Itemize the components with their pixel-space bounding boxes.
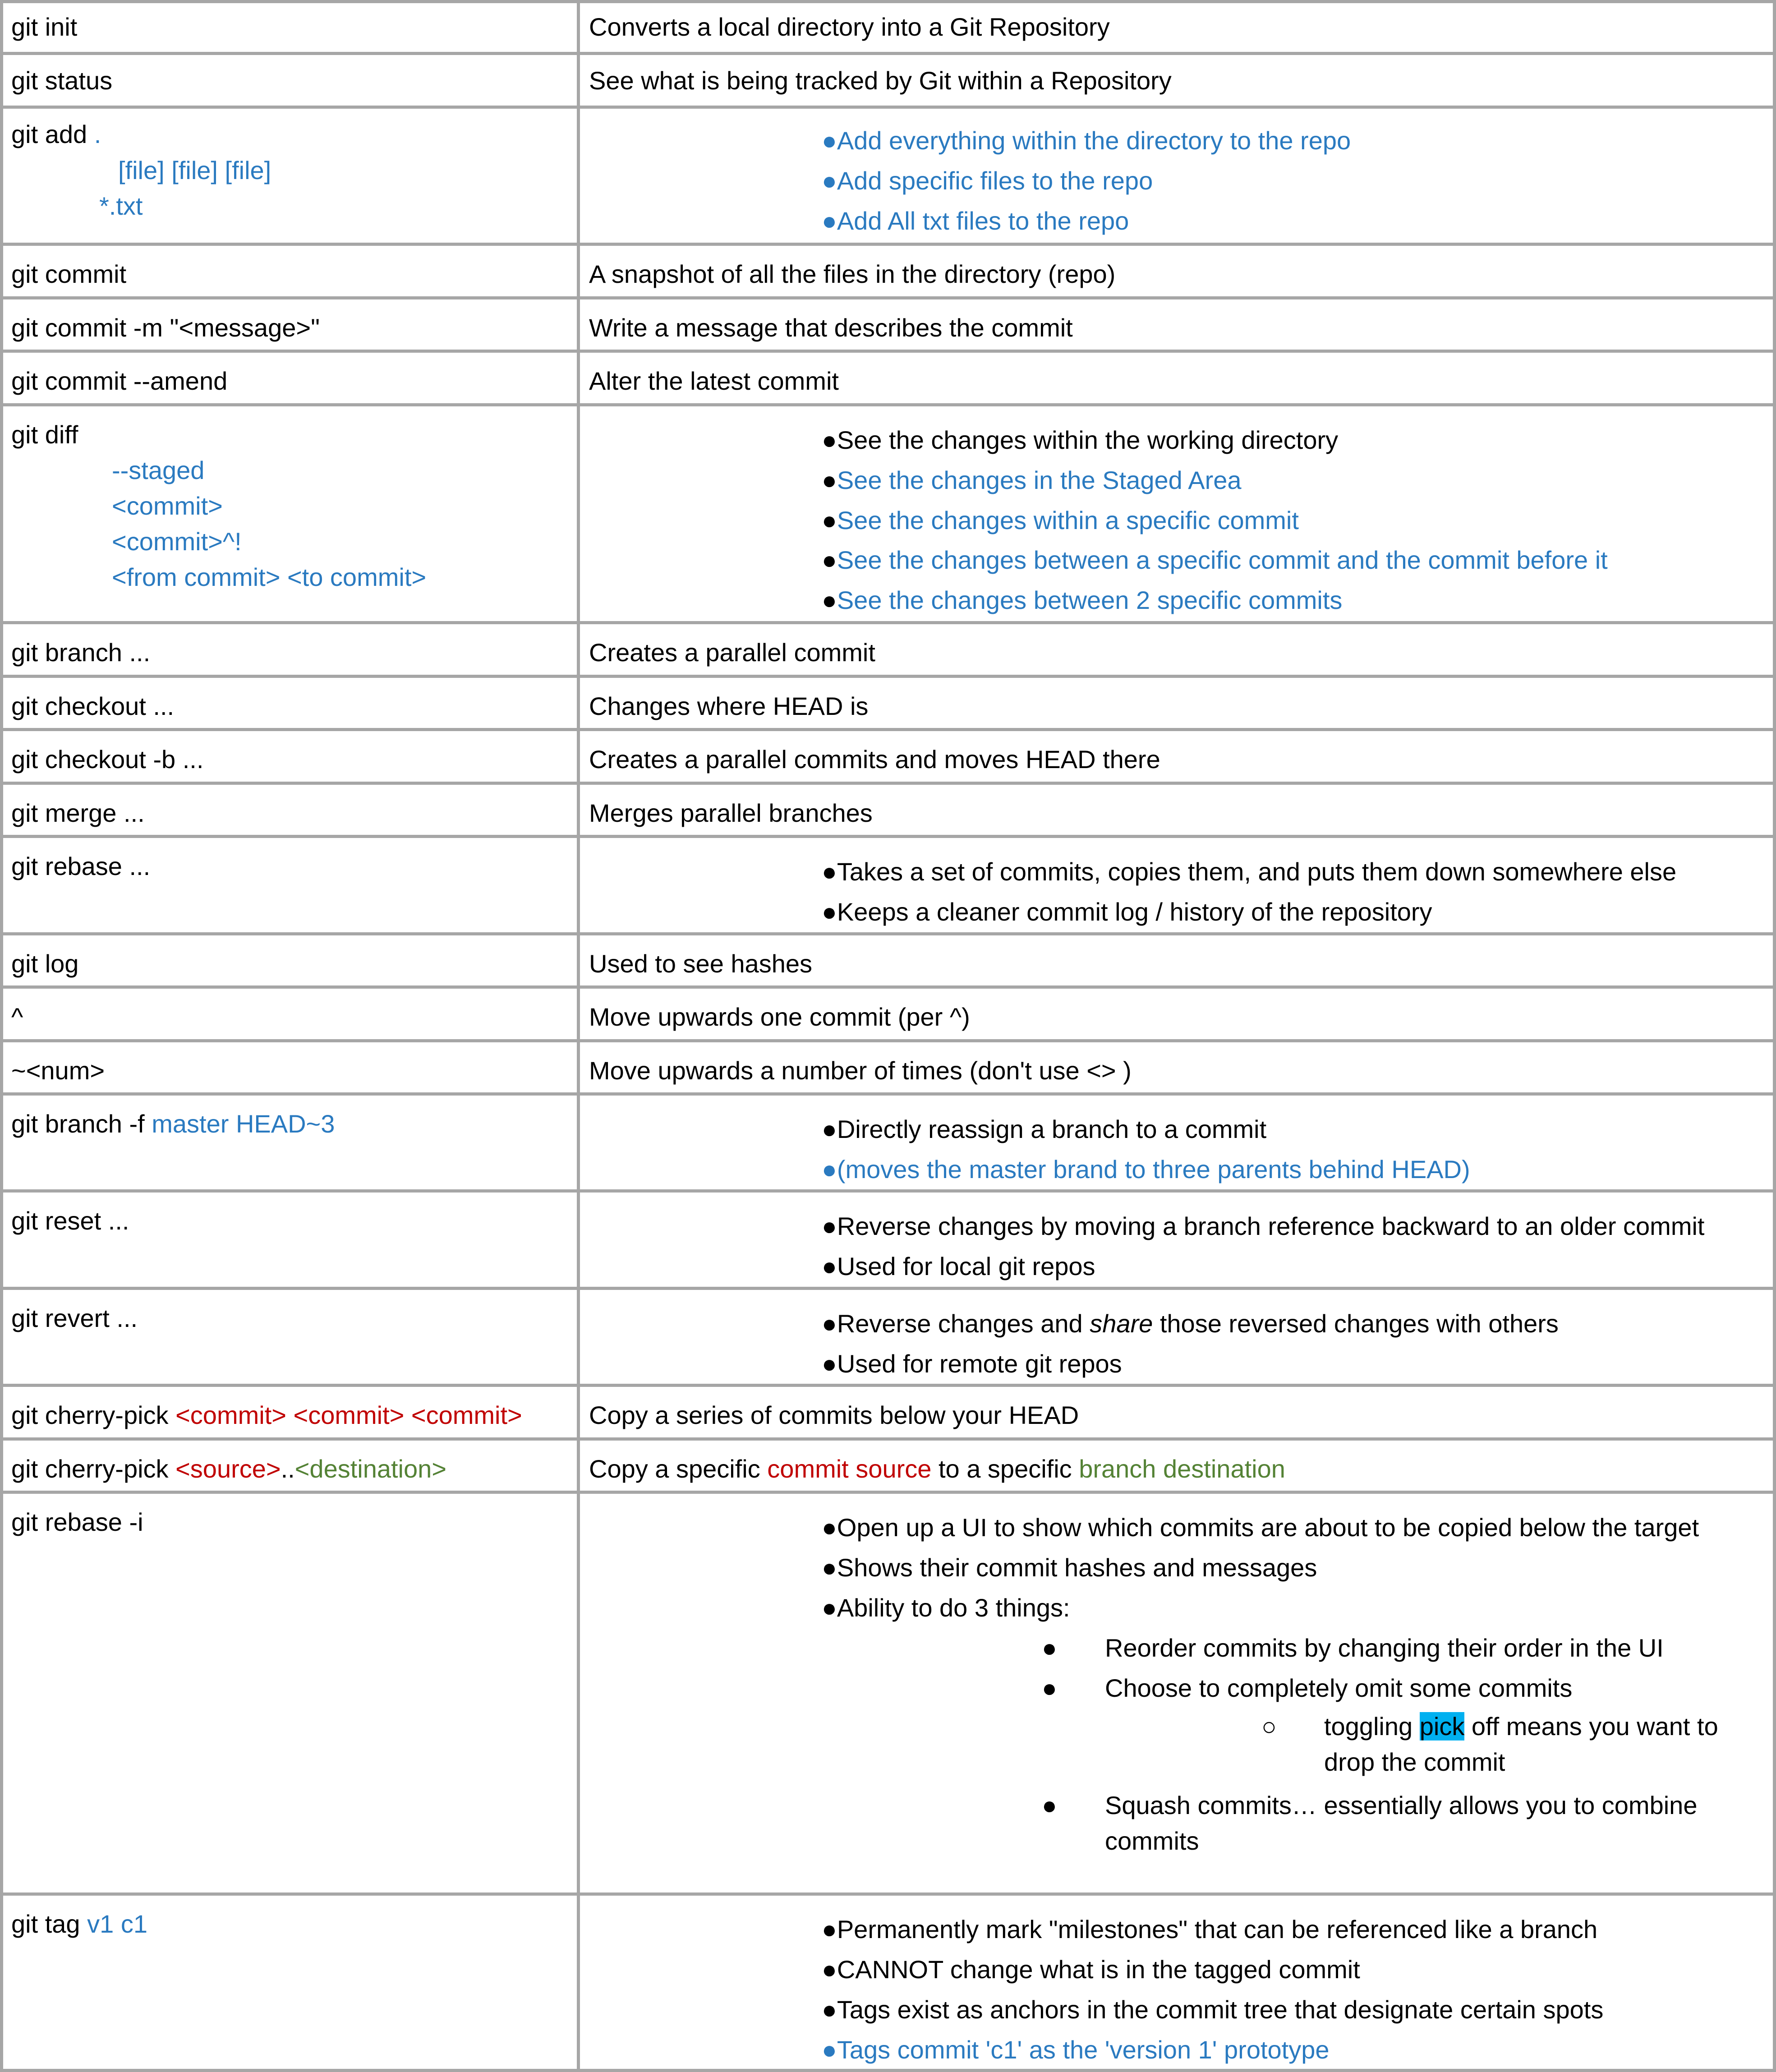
description-cell: Creates a parallel commit [589,638,875,667]
sub-bullet-item: Squash commits… essentially allows you to combine [1105,1791,1698,1819]
row-divider [0,985,1776,989]
description-cell: See what is being tracked by Git within a Repository [589,66,1172,95]
row-divider [0,1437,1776,1441]
description-cell: Used to see hashes [589,949,812,978]
row-divider [0,243,1776,246]
sub-bullet-item: Reorder commits by changing their order in the UI [1105,1634,1664,1662]
command-cell: git log [11,949,79,978]
command-argument: *.txt [99,192,143,220]
column-divider [577,0,580,2072]
command-argument: <destination> [294,1455,446,1483]
command-argument: master HEAD~3 [152,1110,335,1138]
row-divider [0,675,1776,678]
command-text: git add [11,120,87,148]
command-cell: git checkout -b ... [11,745,204,774]
bullet-item: ●Used for local git repos [822,1252,1095,1280]
row-divider [0,728,1776,731]
command-argument: v1 c1 [87,1910,147,1938]
command-cell: git merge ... [11,799,145,827]
command-argument: <commit> [112,492,223,520]
row-divider [0,350,1776,353]
bullet-item: ●Tags exist as anchors in the commit tree that designate certain spots [822,1995,1604,2024]
command-cell: git commit [11,260,127,288]
sub-sub-bullet-item: drop the commit [1324,1748,1505,1776]
description-cell: Converts a local directory into a Git Repository [589,13,1110,41]
command-cell [11,119,101,150]
command-cell: git cherry-pick <source>..<destination> [11,1455,446,1483]
command-cell: git commit -m "<message>" [11,313,320,342]
command-argument: [file] [file] [file] [118,156,271,184]
description-cell: Changes where HEAD is [589,692,869,720]
row-divider [0,782,1776,785]
command-cell: git diff [11,420,78,449]
highlighted-keyword: pick [1419,1712,1465,1740]
bullet-marker: ● [1042,1791,1057,1819]
bullet-item: ●Takes a set of commits, copies them, and puts them down somewhere else [822,857,1677,886]
row-divider [0,2069,1776,2072]
bullet-item: ●See the changes between 2 specific commits [822,586,1343,614]
description-cell: Copy a series of commits below your HEAD [589,1401,1079,1429]
command-cell: git tag v1 c1 [11,1910,147,1938]
command-argument: <source> [175,1455,281,1483]
row-divider [0,296,1776,299]
description-cell: Move upwards a number of times (don't use <> ) [589,1056,1132,1085]
row-divider [0,52,1776,55]
bullet-item: ●Add All txt files to the repo [822,207,1129,235]
bullet-item: ●Keeps a cleaner commit log / history of the repository [822,898,1432,926]
command-argument: <commit> <commit> <commit> [175,1401,522,1429]
row-divider [0,403,1776,406]
command-argument: <from commit> <to commit> [112,563,427,591]
command-cell: git branch -f master HEAD~3 [11,1110,335,1138]
command-cell: git branch ... [11,638,151,667]
bullet-item: ●Ability to do 3 things: [822,1593,1070,1622]
bullet-item: ●See the changes between a specific commit and the commit before it [822,546,1608,574]
bullet-item: ●Reverse changes by moving a branch reference backward to an older commit [822,1212,1705,1240]
command-cell: git init [11,13,78,41]
bullet-item: ●Shows their commit hashes and messages [822,1553,1317,1582]
command-argument: --staged [112,456,205,484]
command-cell: git reset ... [11,1206,129,1235]
bullet-marker: ● [1042,1634,1057,1662]
command-argument: <commit>^! [112,527,242,556]
row-divider [0,621,1776,624]
row-divider [0,1384,1776,1387]
row-divider [0,1287,1776,1290]
row-divider [0,932,1776,935]
description-cell: Alter the latest commit [589,367,839,395]
bullet-item: ●(moves the master brand to three parents behind HEAD) [822,1155,1470,1183]
bullet-item: ●Directly reassign a branch to a commit [822,1115,1267,1143]
description-cell: Write a message that describes the commit [589,313,1073,342]
command-cell: git revert ... [11,1304,138,1332]
bullet-item: ●CANNOT change what is in the tagged commit [822,1955,1360,1984]
sub-bullet-item: commits [1105,1827,1199,1855]
command-cell: git checkout ... [11,692,175,720]
command-cell: git cherry-pick <commit> <commit> <commit> [11,1401,522,1429]
description-cell: Move upwards one commit (per ^) [589,1003,970,1031]
command-cell: ^ [11,1003,23,1031]
command-cell: ~<num> [11,1056,105,1085]
sub-sub-bullet-item: toggling pick off means you want to [1324,1712,1718,1740]
command-cell: git rebase ... [11,852,151,880]
bullet-item: ●Add specific files to the repo [822,166,1153,195]
table-border-right [1773,0,1776,2072]
bullet-item: ●See the changes in the Staged Area [822,466,1242,494]
description-cell: Creates a parallel commits and moves HEAD there [589,745,1160,774]
command-cell: git rebase -i [11,1508,143,1536]
sub-bullet-item: Choose to completely omit some commits [1105,1674,1573,1702]
bullet-item: ●Used for remote git repos [822,1349,1122,1378]
bullet-item: ●Open up a UI to show which commits are about to be copied below the target [822,1513,1699,1542]
bullet-item: ●Tags commit 'c1' as the 'version 1' prototype [822,2035,1330,2064]
row-divider [0,106,1776,109]
description-cell: A snapshot of all the files in the directory (repo) [589,260,1116,288]
row-divider [0,835,1776,838]
row-divider [0,1892,1776,1896]
row-divider [0,1189,1776,1193]
row-divider [0,1039,1776,1042]
bullet-item: ●Permanently mark "milestones" that can be referenced like a branch [822,1915,1598,1943]
bullet-item: ●See the changes within the working directory [822,426,1339,454]
command-cell: git status [11,66,113,95]
description-cell: Merges parallel branches [589,799,873,827]
description-cell: Copy a specific commit source to a specific branch destination [589,1455,1285,1483]
bullet-item: ●See the changes within a specific commit [822,506,1299,534]
command-cell: git commit --amend [11,367,228,395]
table-border-left [0,0,3,2072]
command-argument: . [94,120,101,148]
bullet-marker: ● [1042,1674,1057,1702]
row-divider [0,0,1776,3]
hollow-bullet-marker: ○ [1261,1712,1277,1740]
bullet-item: ●Reverse changes and share those reversed changes with others [822,1309,1559,1338]
bullet-item: ●Add everything within the directory to the repo [822,126,1351,155]
row-divider [0,1491,1776,1494]
row-divider [0,1092,1776,1096]
